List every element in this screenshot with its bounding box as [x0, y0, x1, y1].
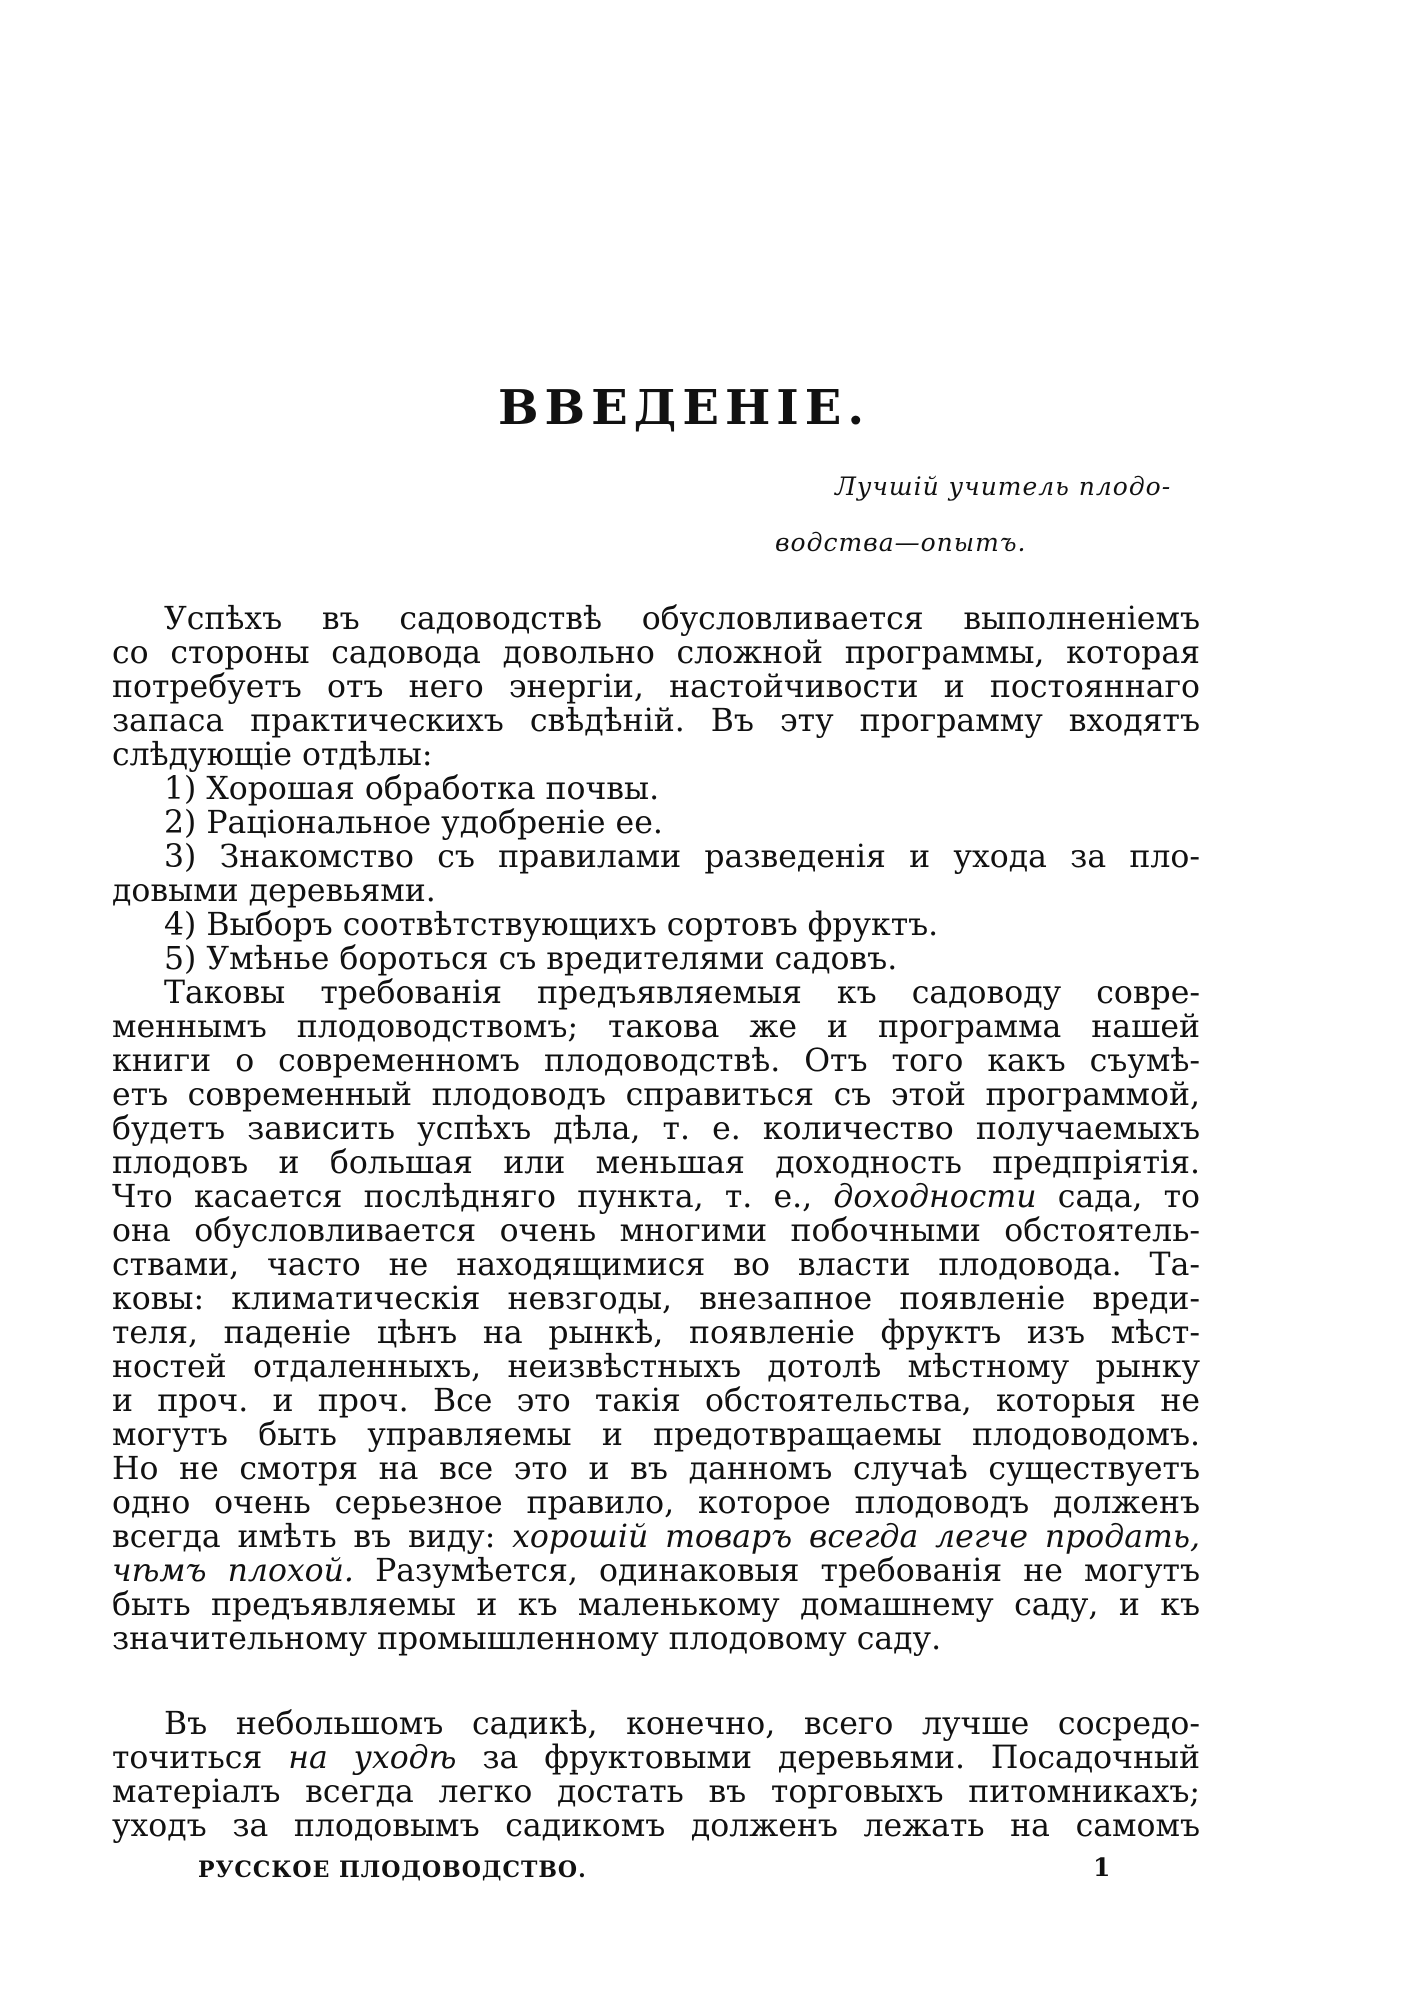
- text-line: со стороны садовода довольно сложной программы, которая: [112, 635, 1200, 671]
- text-line: потребуетъ отъ него энергіи, настойчивости и постояннаго: [112, 669, 1200, 705]
- text-line: слѣдующіе отдѣлы:: [112, 737, 433, 773]
- text-line: Успѣхъ въ садоводствѣ обусловливается выполненіемъ: [164, 601, 1200, 637]
- emphasis-text: на уходѣ: [288, 1740, 457, 1776]
- body-paragraphs: [112, 602, 1200, 1656]
- list-item: 2) Раціональное удобреніе ее.: [164, 805, 663, 841]
- text-run: Разумѣется, одинаковыя требованія не могутъ: [375, 1553, 1200, 1589]
- text-line: книги о современномъ плодоводствѣ. Отъ того какъ съумѣ-: [112, 1043, 1200, 1079]
- text-run: сада, то: [1057, 1179, 1201, 1215]
- text-run: точиться: [112, 1740, 263, 1776]
- text-line: меннымъ плодоводствомъ; такова же и программа нашей: [112, 1009, 1200, 1045]
- text-line: уходъ за плодовымъ садикомъ долженъ лежать на самомъ: [112, 1808, 1200, 1844]
- text-run: всегда имѣть въ виду:: [112, 1519, 496, 1555]
- list-item: 1) Хорошая обработка почвы.: [164, 771, 660, 807]
- running-footer-title: РУССКОЕ ПЛОДОВОДСТВО.: [198, 1857, 587, 1883]
- text-line: значительному промышленному плодовому саду.: [112, 1621, 942, 1657]
- text-line: [112, 1554, 1200, 1588]
- text-line: Но не смотря на все это и въ данномъ случаѣ существуетъ: [112, 1451, 1200, 1487]
- text-line: довыми деревьями.: [112, 873, 436, 909]
- epigraph-line-1: Лучшій учитель плодо-: [835, 472, 1172, 501]
- text-line: быть предъявляемы и къ маленькому домашнему саду, и къ: [112, 1587, 1200, 1623]
- chapter-title: ВВЕДЕНІЕ.: [497, 380, 871, 436]
- text-line: [112, 1180, 1200, 1214]
- text-line: ностей отдаленныхъ, неизвѣстныхъ дотолѣ мѣстному рынку: [112, 1349, 1200, 1385]
- text-run: за фруктовыми деревьями. Посадочный: [482, 1740, 1200, 1776]
- list-item: 4) Выборъ соотвѣтствующихъ сортовъ фруктъ.: [164, 907, 939, 943]
- text-line: теля, паденіе цѣнъ на рынкѣ, появленіе фруктъ изъ мѣст-: [112, 1315, 1200, 1351]
- text-line: будетъ зависить успѣхъ дѣла, т. е. количество получаемыхъ: [112, 1111, 1200, 1147]
- text-line: матеріалъ всегда легко достать въ торговыхъ питомникахъ;: [112, 1774, 1200, 1810]
- text-line: [112, 1520, 1200, 1554]
- epigraph-line-2: водства—опытъ.: [775, 528, 1027, 557]
- text-run: Что касается послѣдняго пункта, т. е.,: [112, 1179, 813, 1215]
- list-item: 3) Знакомство съ правилами разведенія и ухода за пло-: [164, 839, 1200, 875]
- text-line: запаса практическихъ свѣдѣній. Въ эту программу входятъ: [112, 703, 1200, 739]
- emphasis-text: чѣмъ плохой.: [112, 1553, 354, 1589]
- text-line: плодовъ и большая или меньшая доходность предпріятія.: [112, 1145, 1200, 1181]
- text-line: Въ небольшомъ садикѣ, конечно, всего лучше сосредо-: [164, 1706, 1200, 1742]
- body-paragraph-2: [112, 1707, 1200, 1843]
- page-number: 1: [1093, 1853, 1111, 1882]
- text-line: она обусловливается очень многими побочными обстоятель-: [112, 1213, 1200, 1249]
- emphasis-text: хорошій товаръ всегда легче продать,: [512, 1519, 1201, 1555]
- text-line: ствами, часто не находящимися во власти плодовода. Та-: [112, 1247, 1200, 1283]
- text-line: и проч. и проч. Все это такія обстоятельства, которыя не: [112, 1383, 1200, 1419]
- text-line: ковы: климатическія невзгоды, внезапное появленіе вреди-: [112, 1281, 1200, 1317]
- text-line: [112, 1741, 1200, 1775]
- emphasis-text: доходности: [833, 1179, 1037, 1215]
- text-line: Таковы требованія предъявляемыя къ садоводу совре-: [164, 975, 1200, 1011]
- text-line: могутъ быть управляемы и предотвращаемы плодоводомъ.: [112, 1417, 1200, 1453]
- text-line: етъ современный плодоводъ справиться съ этой программой,: [112, 1077, 1200, 1113]
- text-line: одно очень серьезное правило, которое плодоводъ долженъ: [112, 1485, 1200, 1521]
- list-item: 5) Умѣнье бороться съ вредителями садовъ.: [164, 941, 898, 977]
